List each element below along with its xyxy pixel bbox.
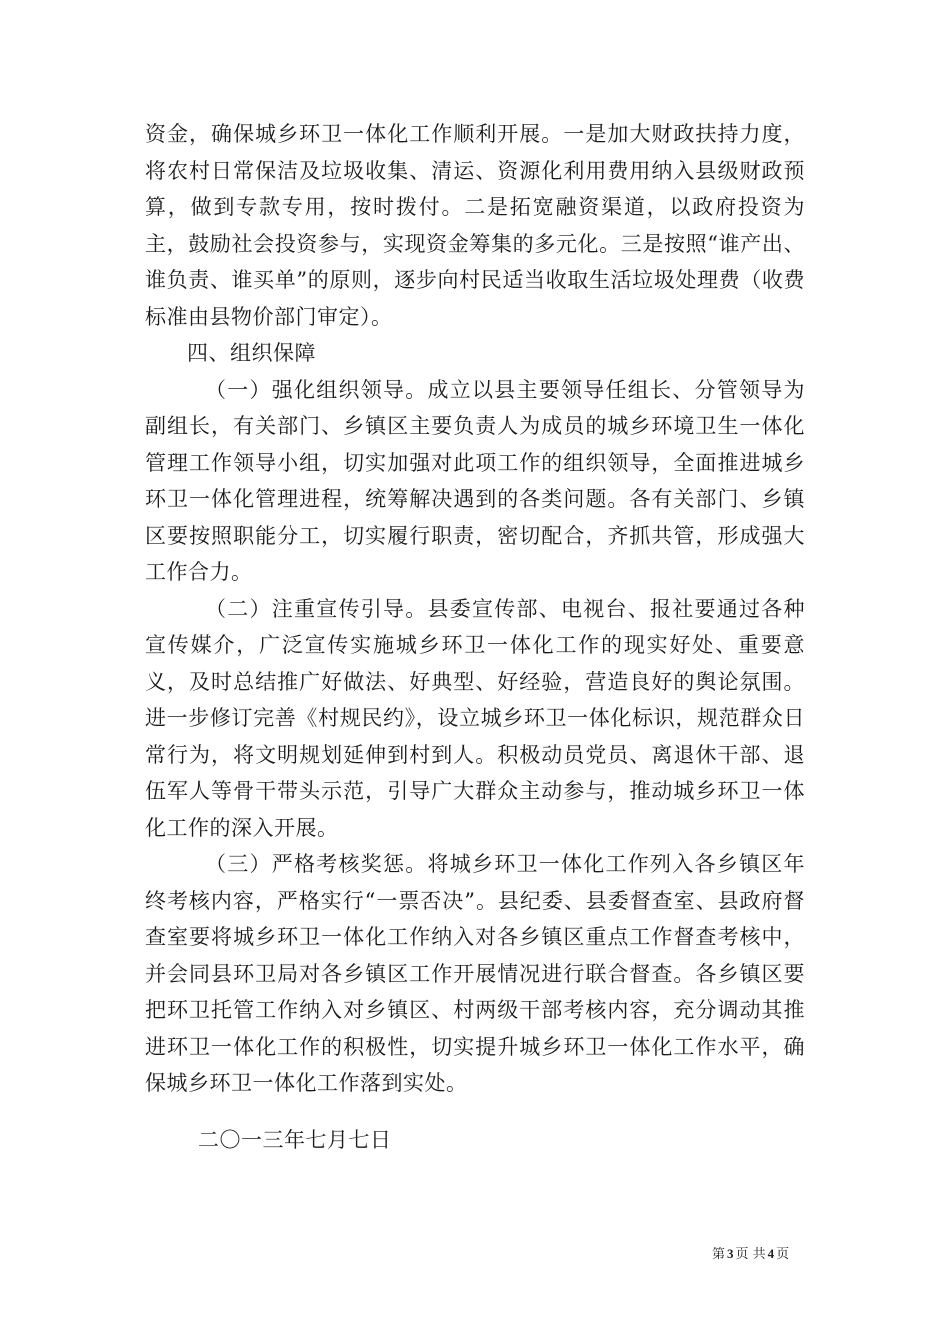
footer-total-pages: 4: [767, 1246, 775, 1261]
paragraph-publicity: （二）注重宣传引导。县委宣传部、电视台、报社要通过各种宣传媒介，广泛宣传实施城乡环卫一体化工作的现实好处、重要意义，及时总结推广好做法、好典型、好经验，营造良好的舆论氛围。进一步修订完善《村规民约》，设立城乡环卫一体化标识，规范群众日常行为，将文明规划延伸到村到人。积极动员党员、离退休干部、退伍军人等骨干带头示范，引导广大群众主动参与，推动城乡环卫一体化工作的深入开展。: [145, 596, 805, 840]
footer-middle: 页 共: [735, 1247, 766, 1262]
paragraph-assessment: （三）严格考核奖惩。将城乡环卫一体化工作列入各乡镇区年终考核内容，严格实行“一票否决”。县纪委、县委督查室、县政府督查室要将城乡环卫一体化工作纳入对各乡镇区重点工作督查考核中，并会同县环卫局对各乡镇区工作开展情况进行联合督查。各乡镇区要把环卫托管工作纳入对乡镇区、村两级干部考核内容，充分调动其推进环卫一体化工作的积极性，切实提升城乡环卫一体化工作水平，确保城乡环卫一体化工作落到实处。: [145, 852, 805, 1095]
footer-prefix: 第: [712, 1247, 726, 1262]
paragraph-funding: 资金，确保城乡环卫一体化工作顺利开展。一是加大财政扶持力度，将农村日常保洁及垃圾收集、清运、资源化利用费用纳入县级财政预算，做到专款专用，按时拨付。二是拓宽融资渠道，以政府投资为主，鼓励社会投资参与，实现资金筹集的多元化。三是按照“谁产出、谁负责、谁买单”的原则，逐步向村民适当收取生活垃圾处理费（收费标准由县物价部门审定）。: [145, 122, 805, 329]
section-heading-organization: 四、组织保障: [187, 341, 316, 365]
footer-suffix: 页: [776, 1247, 790, 1262]
paragraph-leadership: （一）强化组织领导。成立以县主要领导任组长、分管领导为副组长，有关部门、乡镇区主要负责人为成员的城乡环境卫生一体化管理工作领导小组，切实加强对此项工作的组织领导，全面推进城乡环卫一体化管理进程，统筹解决遇到的各类问题。各有关部门、乡镇区要按照职能分工，切实履行职责，密切配合，齐抓共管，形成强大工作合力。: [145, 377, 805, 584]
document-date: 二〇一三年七月七日: [198, 1128, 392, 1152]
footer-current-page: 3: [727, 1246, 734, 1261]
page-footer: [712, 1245, 789, 1264]
body-text: [145, 116, 805, 1102]
